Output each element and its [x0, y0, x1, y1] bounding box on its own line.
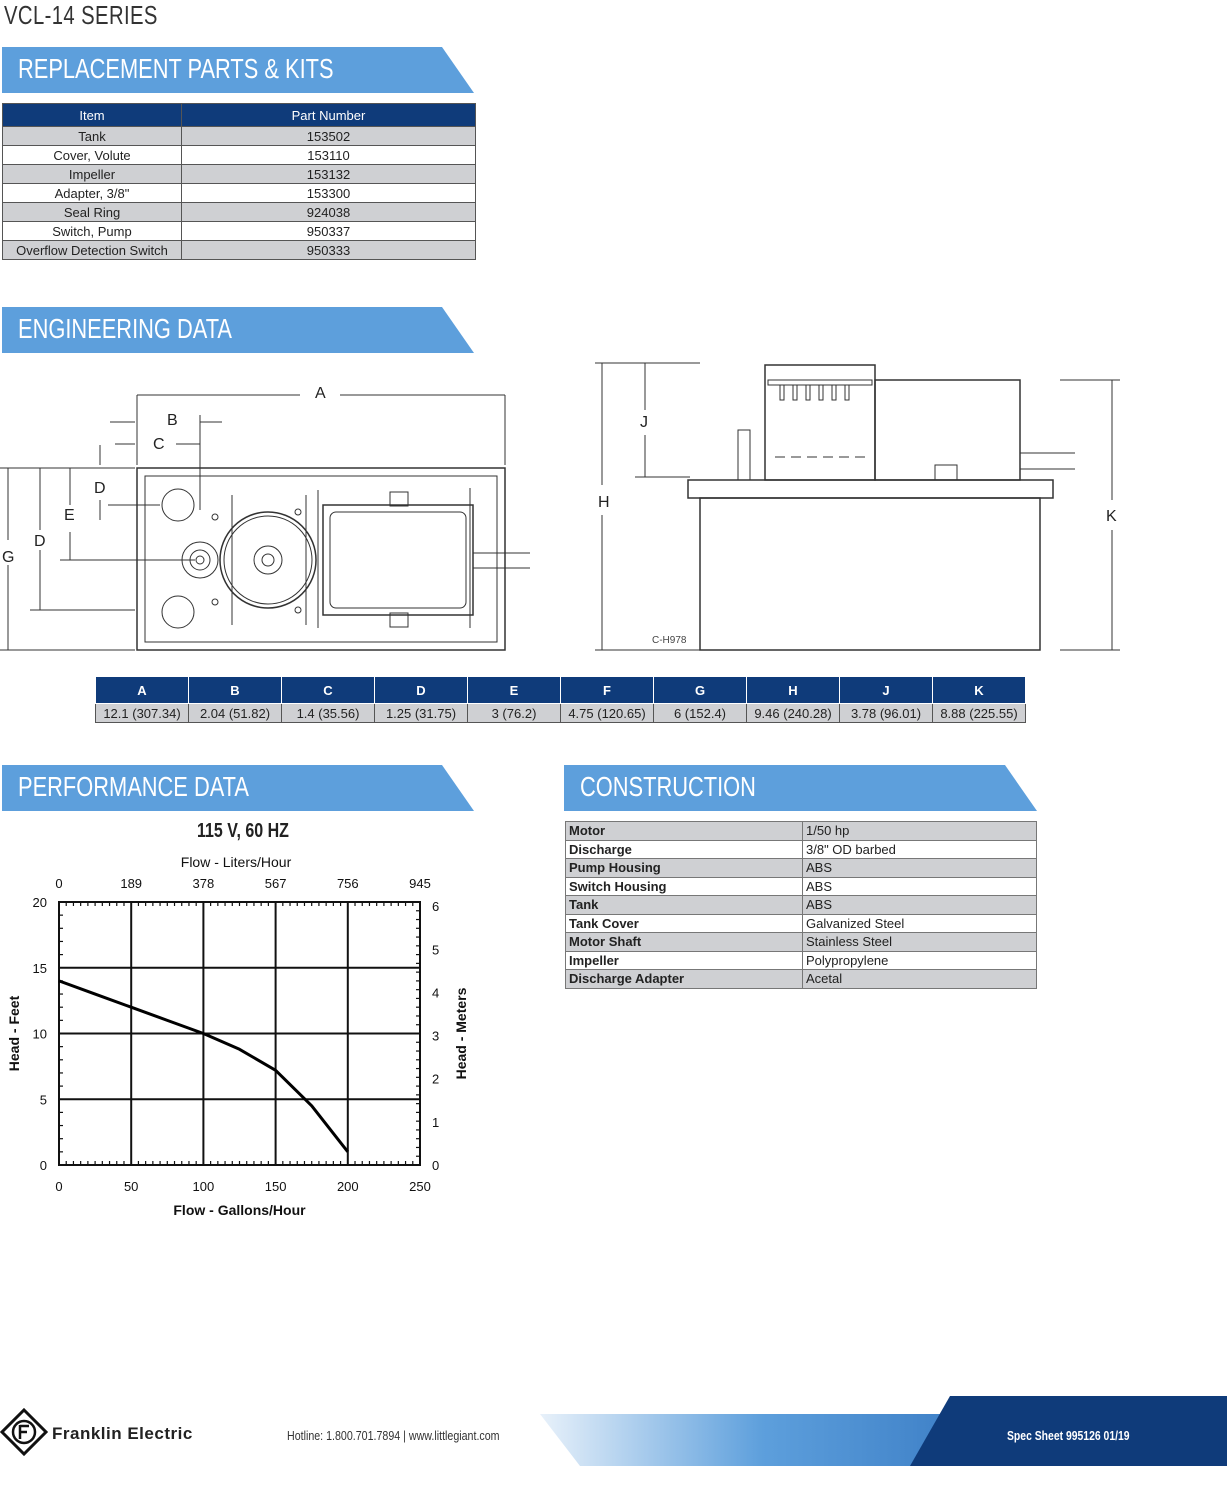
- dim-label-b: B: [167, 412, 178, 429]
- table-row: [566, 896, 1037, 915]
- table-row: [3, 165, 476, 184]
- construction-key: Tank Cover: [566, 914, 803, 933]
- pump-top-view-drawing: [0, 370, 545, 660]
- x2-tick-label: 756: [336, 876, 359, 891]
- table-row: [3, 127, 476, 146]
- dim-label-d-large: D: [34, 533, 46, 550]
- construction-value: Stainless Steel: [803, 933, 1037, 952]
- dim-value: 6 (152.4): [654, 704, 747, 723]
- construction-value: Galvanized Steel: [803, 914, 1037, 933]
- table-row: [566, 859, 1037, 878]
- dim-header: D: [375, 677, 468, 704]
- table-row: [566, 877, 1037, 896]
- x-axis-label: Flow - Gallons/Hour: [173, 1202, 306, 1218]
- dim-label-g: G: [2, 549, 15, 566]
- part-number: 153110: [182, 146, 476, 165]
- construction-heading: CONSTRUCTION: [580, 771, 756, 802]
- franklin-electric-logo-icon: [0, 1408, 50, 1460]
- dim-header: B: [189, 677, 282, 704]
- x-tick-label: 150: [264, 1179, 287, 1194]
- construction-key: Switch Housing: [566, 877, 803, 896]
- dim-label-a: A: [315, 385, 326, 402]
- construction-value: ABS: [803, 896, 1037, 915]
- pump-side-view-drawing: [590, 355, 1130, 660]
- part-number: 924038: [182, 203, 476, 222]
- construction-value: ABS: [803, 877, 1037, 896]
- part-item: Tank: [3, 127, 182, 146]
- dim-value: 4.75 (120.65): [561, 704, 654, 723]
- dim-value: 2.04 (51.82): [189, 704, 282, 723]
- construction-value: Acetal: [803, 970, 1037, 989]
- dim-header: A: [96, 677, 189, 704]
- part-number: 950333: [182, 241, 476, 260]
- x2-tick-label: 0: [55, 876, 63, 891]
- parts-header-item: Item: [3, 104, 182, 127]
- spec-sheet-number: Spec Sheet 995126 01/19: [1007, 1428, 1130, 1443]
- table-row: [3, 203, 476, 222]
- part-item: Impeller: [3, 165, 182, 184]
- construction-key: Discharge: [566, 840, 803, 859]
- x-tick-label: 50: [123, 1179, 139, 1194]
- dim-label-j: J: [640, 414, 648, 431]
- construction-key: Discharge Adapter: [566, 970, 803, 989]
- dim-label-c: C: [153, 436, 165, 453]
- construction-key: Pump Housing: [566, 859, 803, 878]
- dim-value: 12.1 (307.34): [96, 704, 189, 723]
- construction-key: Tank: [566, 896, 803, 915]
- part-item: Overflow Detection Switch: [3, 241, 182, 260]
- part-number: 153132: [182, 165, 476, 184]
- construction-key: Impeller: [566, 951, 803, 970]
- drawing-code: C-H978: [652, 635, 687, 646]
- chart-title: 115 V, 60 HZ: [197, 820, 289, 842]
- engineering-data-heading: ENGINEERING DATA: [18, 313, 232, 344]
- dim-header: F: [561, 677, 654, 704]
- x2-tick-label: 189: [120, 876, 143, 891]
- dim-label-d-small: D: [94, 480, 106, 497]
- table-row: [566, 822, 1037, 841]
- y-tick-label: 0: [39, 1158, 47, 1173]
- table-row: [566, 914, 1037, 933]
- x-tick-label: 250: [409, 1179, 431, 1194]
- performance-data-banner: [2, 765, 474, 811]
- dim-header: G: [654, 677, 747, 704]
- performance-data-heading: PERFORMANCE DATA: [18, 771, 249, 802]
- part-item: Cover, Volute: [3, 146, 182, 165]
- engineering-data-banner: [2, 307, 474, 353]
- construction-key: Motor: [566, 822, 803, 841]
- construction-value: 3/8" OD barbed: [803, 840, 1037, 859]
- part-item: Adapter, 3/8": [3, 184, 182, 203]
- table-row: [566, 970, 1037, 989]
- table-row: [3, 146, 476, 165]
- y2-tick-label: 3: [432, 1028, 440, 1044]
- x2-tick-label: 567: [264, 876, 287, 891]
- dim-label-e: E: [64, 507, 75, 524]
- dim-value: 1.4 (35.56): [282, 704, 375, 723]
- hotline-text: Hotline: 1.800.701.7894 | www.littlegiant.com: [287, 1428, 500, 1443]
- x-tick-label: 100: [192, 1179, 215, 1194]
- dim-value: 3 (76.2): [468, 704, 561, 723]
- dim-value: 3.78 (96.01): [840, 704, 933, 723]
- y-tick-label: 10: [32, 1026, 47, 1042]
- replacement-parts-table: [2, 103, 476, 260]
- x2-axis-label: Flow - Liters/Hour: [180, 854, 292, 870]
- table-row: [96, 704, 1026, 723]
- dim-label-h: H: [598, 494, 610, 511]
- y-axis-label: Head - Feet: [6, 995, 22, 1072]
- construction-table: [565, 821, 1037, 989]
- dim-label-k: K: [1106, 508, 1117, 525]
- replacement-parts-heading: REPLACEMENT PARTS & KITS: [18, 53, 334, 84]
- construction-value: ABS: [803, 859, 1037, 878]
- dimensions-table: [95, 676, 1026, 723]
- dim-value: 1.25 (31.75): [375, 704, 468, 723]
- dim-header: E: [468, 677, 561, 704]
- part-number: 153502: [182, 127, 476, 146]
- table-row: [566, 933, 1037, 952]
- y2-tick-label: 4: [432, 985, 440, 1001]
- table-row: [3, 222, 476, 241]
- y2-tick-label: 2: [432, 1071, 440, 1087]
- part-item: Switch, Pump: [3, 222, 182, 241]
- x2-tick-label: 378: [192, 876, 215, 891]
- construction-banner: [564, 765, 1037, 811]
- x-tick-label: 200: [336, 1179, 359, 1194]
- construction-key: Motor Shaft: [566, 933, 803, 952]
- table-row: [3, 184, 476, 203]
- construction-value: 1/50 hp: [803, 822, 1037, 841]
- dim-value: 9.46 (240.28): [747, 704, 840, 723]
- y2-tick-label: 6: [432, 899, 440, 915]
- table-row: [566, 951, 1037, 970]
- part-number: 153300: [182, 184, 476, 203]
- y-tick-label: 15: [32, 960, 47, 976]
- x2-tick-label: 945: [409, 876, 431, 891]
- part-item: Seal Ring: [3, 203, 182, 222]
- y2-axis-label: Head - Meters: [453, 987, 469, 1080]
- dim-header: C: [282, 677, 375, 704]
- construction-value: Polypropylene: [803, 951, 1037, 970]
- part-number: 950337: [182, 222, 476, 241]
- series-title: VCL-14 SERIES: [4, 0, 158, 30]
- dim-value: 8.88 (225.55): [933, 704, 1026, 723]
- y-tick-label: 5: [39, 1092, 47, 1108]
- parts-header-part-number: Part Number: [182, 104, 476, 127]
- dim-header: K: [933, 677, 1026, 704]
- x-tick-label: 0: [55, 1179, 63, 1194]
- dim-header: H: [747, 677, 840, 704]
- y2-tick-label: 0: [432, 1158, 440, 1173]
- replacement-parts-banner: [2, 47, 474, 93]
- brand-name: Franklin Electric: [52, 1424, 193, 1443]
- table-row: [566, 840, 1037, 859]
- performance-chart: [0, 845, 480, 1225]
- y2-tick-label: 5: [432, 942, 440, 958]
- table-row: [3, 241, 476, 260]
- dim-header: J: [840, 677, 933, 704]
- y-tick-label: 20: [32, 895, 47, 910]
- y2-tick-label: 1: [432, 1114, 440, 1130]
